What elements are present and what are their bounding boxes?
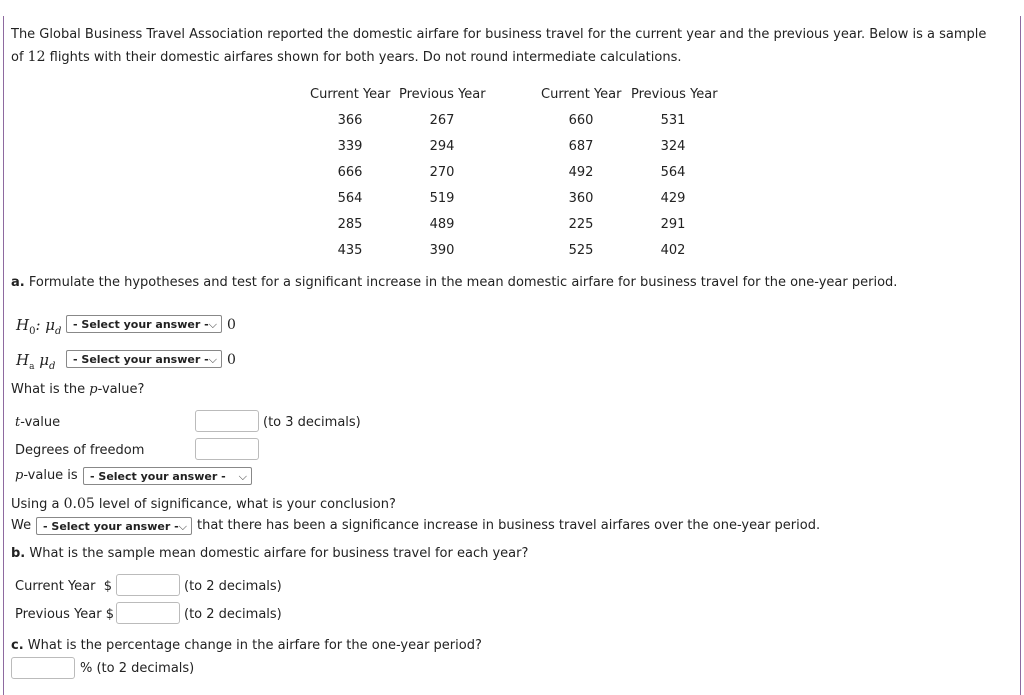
pvalue-q-p: p	[89, 382, 98, 397]
percentage-change-input[interactable]	[11, 657, 75, 679]
pvalue-q-text-a: What is the	[11, 382, 90, 397]
header-current-year-right: Current Year	[541, 87, 622, 102]
problem-intro	[11, 24, 1001, 69]
h0-select-text: - Select your answer -	[73, 318, 209, 331]
ha-subscript: a	[29, 362, 35, 372]
pvalue-q-text-b: -value?	[97, 382, 145, 397]
cell-right-current: 360	[568, 191, 594, 206]
cell-right-previous: 324	[660, 139, 686, 154]
part-c-question	[11, 638, 482, 653]
df-input[interactable]	[195, 438, 259, 460]
cell-right-current: 687	[568, 139, 594, 154]
cell-left-current: 666	[337, 165, 363, 180]
previous-year-mean-note: (to 2 decimals)	[184, 607, 282, 622]
cell-right-previous: 291	[660, 217, 686, 232]
conclusion-select-text: - Select your answer -	[43, 520, 179, 533]
ha-label	[16, 351, 55, 372]
cell-left-previous: 270	[429, 165, 455, 180]
df-label: Degrees of freedom	[15, 443, 145, 458]
part-a-text: Formulate the hypotheses and test for a significant increase in the mean domestic airfare for business travel for the one-year period.	[24, 275, 898, 290]
cell-left-previous: 489	[429, 217, 455, 232]
ha-operator-select[interactable]	[66, 350, 222, 368]
h0-subscript: 0	[29, 326, 36, 337]
p-letter: p	[15, 468, 24, 483]
pvalue-question	[11, 382, 144, 397]
part-c-letter: c.	[11, 638, 24, 653]
p-value-select[interactable]	[83, 467, 252, 485]
p-label-rest: -value is	[23, 468, 78, 483]
intro-text-b: flights with their domestic airfares shown for both years. Do not round intermediate calculations.	[45, 50, 682, 65]
alpha-value: 0.05	[63, 496, 95, 512]
we-label: We	[11, 518, 32, 533]
part-b-text: What is the sample mean domestic airfare for business travel for each year?	[25, 546, 529, 561]
h0-mu-subscript: d	[55, 326, 62, 337]
cell-left-current: 285	[337, 217, 363, 232]
h0-label	[16, 316, 61, 337]
cell-right-previous: 531	[660, 113, 686, 128]
p-select-text: - Select your answer -	[90, 470, 226, 483]
cell-left-current: 564	[337, 191, 363, 206]
cell-left-previous: 294	[429, 139, 455, 154]
previous-year-mean-label: Previous Year $	[15, 607, 114, 622]
part-b-letter: b.	[11, 546, 26, 561]
conclusion-tail: that there has been a significance increase in business travel airfares over the one-year period.	[197, 518, 821, 533]
t-value-label	[15, 415, 60, 430]
header-current-year-left: Current Year	[310, 87, 391, 102]
t-value-input[interactable]	[195, 410, 259, 432]
conclusion-q-text-a: Using a	[11, 497, 64, 512]
cell-left-current: 339	[337, 139, 363, 154]
part-b-question	[11, 546, 528, 561]
cell-right-current: 492	[568, 165, 594, 180]
part-a-question	[11, 275, 897, 290]
ha-letter: H	[16, 351, 30, 369]
conclusion-q-text-b: level of significance, what is your conclusion?	[94, 497, 396, 512]
t-letter: t	[15, 415, 21, 430]
t-label-rest: -value	[20, 415, 61, 430]
ha-value: 0	[227, 352, 236, 368]
previous-year-mean-input[interactable]	[116, 602, 180, 624]
header-previous-year-right: Previous Year	[631, 87, 718, 102]
cell-right-current: 660	[568, 113, 594, 128]
cell-left-previous: 390	[429, 243, 455, 258]
current-year-mean-input[interactable]	[116, 574, 180, 596]
part-c-text: What is the percentage change in the airfare for the one-year period?	[23, 638, 482, 653]
chevron-down-icon: ⌵	[208, 353, 217, 366]
h0-operator-select[interactable]	[66, 315, 222, 333]
t-value-note: (to 3 decimals)	[263, 415, 361, 430]
ha-mu: μ	[34, 351, 49, 369]
chevron-down-icon: ⌵	[178, 520, 187, 533]
h0-mu: : μ	[35, 316, 56, 334]
cell-right-previous: 402	[660, 243, 686, 258]
current-year-mean-label: Current Year $	[15, 579, 113, 594]
percentage-change-note: % (to 2 decimals)	[80, 661, 195, 676]
h0-letter: H	[16, 316, 30, 334]
cell-left-current: 366	[337, 113, 363, 128]
cell-left-previous: 519	[429, 191, 455, 206]
cell-right-current: 225	[568, 217, 594, 232]
conclusion-question	[11, 496, 396, 512]
cell-right-previous: 564	[660, 165, 686, 180]
h0-value: 0	[227, 317, 236, 333]
part-a-letter: a.	[11, 275, 25, 290]
p-value-label	[15, 468, 78, 483]
current-year-mean-note: (to 2 decimals)	[184, 579, 282, 594]
cell-right-previous: 429	[660, 191, 686, 206]
ha-select-text: - Select your answer -	[73, 353, 209, 366]
cell-left-current: 435	[337, 243, 363, 258]
chevron-down-icon: ⌵	[238, 470, 247, 483]
cell-left-previous: 267	[429, 113, 455, 128]
ha-mu-subscript: d	[49, 361, 56, 372]
conclusion-select[interactable]	[36, 517, 192, 535]
intro-text-a: The Global Business Travel Association reported the domestic airfare for business travel for the current year and the previous year. Below is a sample of	[11, 27, 987, 65]
cell-right-current: 525	[568, 243, 594, 258]
header-previous-year-left: Previous Year	[399, 87, 486, 102]
sample-size: 12	[27, 49, 46, 65]
chevron-down-icon: ⌵	[208, 318, 217, 331]
